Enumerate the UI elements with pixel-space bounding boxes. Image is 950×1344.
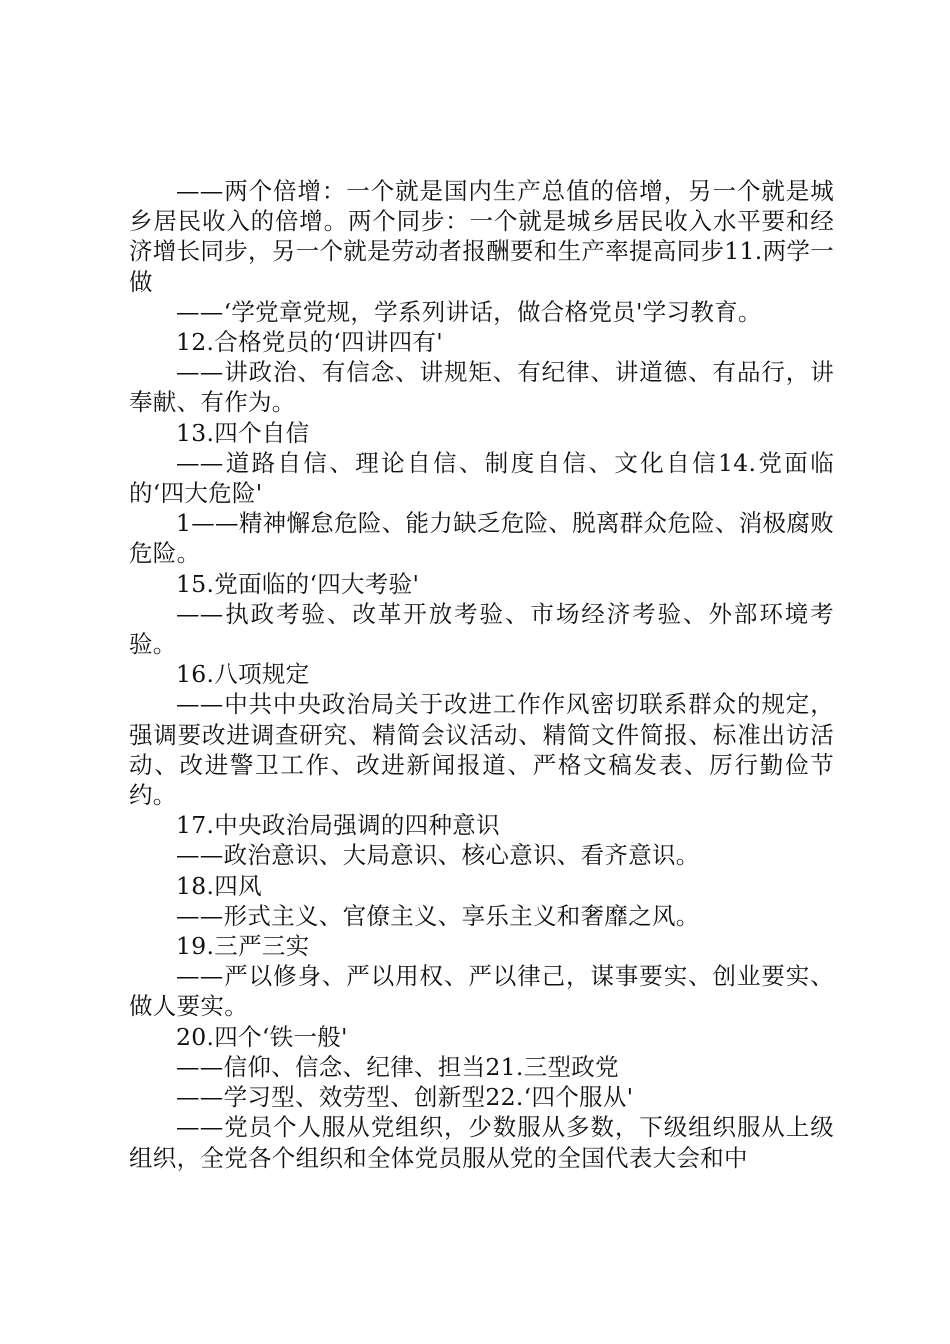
heading-12: 12.合格党员的‘四讲四有' [176, 328, 444, 357]
heading-13: 13.四个自信 [176, 418, 310, 447]
heading-19: 19.三严三实 [176, 932, 310, 961]
paragraph-17: ——政治意识、大局意识、核心意识、看齐意识。 [176, 841, 700, 870]
paragraph-two-doublings: ——两个倍增：一个就是国内生产总值的倍增，另一个就是城乡居民收入的倍增。两个同步：一个就是城乡居民收入水平要和经济增长同步，另一个就是劳动者报酬要和生产率提高同步11.两学一做 [129, 177, 834, 296]
heading-17: 17.中央政治局强调的四种意识 [176, 811, 500, 840]
paragraph-12: ——讲政治、有信念、讲规矩、有纪律、讲道德、有品行，讲奉献、有作为。 [129, 358, 834, 417]
paragraph-15: ——执政考验、改革开放考验、市场经济考验、外部环境考验。 [129, 599, 834, 659]
paragraph-13: ——道路自信、理论自信、制度自信、文化自信14.党面临的‘四大危险' [129, 448, 834, 508]
document-body [129, 176, 834, 1173]
paragraph-21: ——学习型、效劳型、创新型22.‘四个服从' [176, 1083, 634, 1112]
paragraph-18: ——形式主义、官僚主义、享乐主义和奢靡之风。 [176, 901, 700, 930]
paragraph-16: ——中共中央政治局关于改进工作作风密切联系群众的规定，强调要改进调查研究、精简会议活动、精简文件简报、标准出访活动、改进警卫工作、改进新闻报道、严格文稿发表、厉行勤俭节约。 [129, 690, 834, 810]
paragraph-22: ——党员个人服从党组织，少数服从多数，下级组织服从上级组织，全党各个组织和全体党员服从党的全国代表大会和中 [129, 1113, 834, 1172]
heading-20: 20.四个‘铁一般' [176, 1022, 348, 1051]
paragraph-two-learn-one-do: ——‘学党章党规，学系列讲话，做合格党员'学习教育。 [176, 297, 762, 326]
paragraph-14: 1——精神懈怠危险、能力缺乏危险、脱离群众危险、消极腐败危险。 [129, 509, 834, 568]
paragraph-20: ——信仰、信念、纪律、担当21.三型政党 [176, 1052, 619, 1081]
heading-16: 16.八项规定 [176, 660, 310, 689]
heading-18: 18.四风 [176, 871, 262, 900]
paragraph-19: ——严以修身、严以用权、严以律己，谋事要实、创业要实、做人要实。 [129, 962, 834, 1021]
heading-15: 15.党面临的‘四大考验' [176, 569, 420, 598]
